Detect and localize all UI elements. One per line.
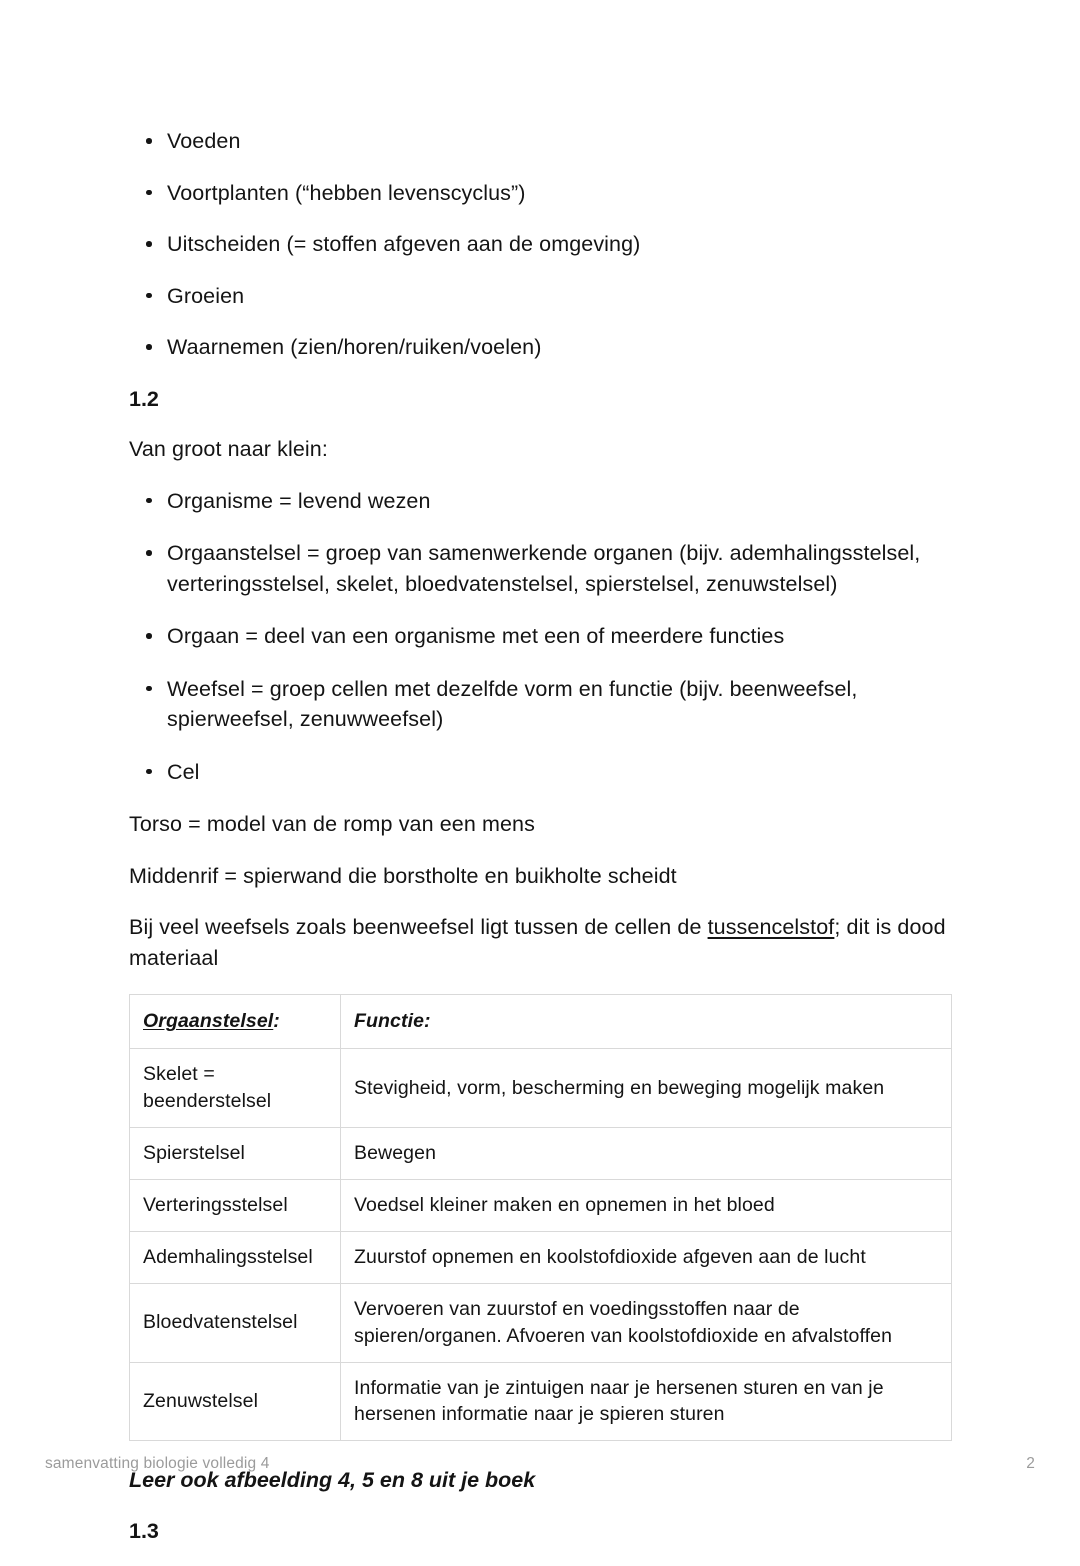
list-item: Uitscheiden (= stoffen afgeven aan de omgeving) — [129, 229, 951, 260]
cell-orgaanstelsel: Skelet = beenderstelsel — [130, 1049, 341, 1128]
page-footer — [45, 1455, 1035, 1473]
list-item: Voeden — [129, 126, 951, 157]
section-heading-1-3: 1.3 — [129, 1518, 159, 1543]
cell-functie: Stevigheid, vorm, bescherming en beweging mogelijk maken — [341, 1049, 952, 1128]
list-item: Voortplanten (“hebben levenscyclus”) — [129, 178, 951, 209]
table-header-orgaanstelsel — [130, 995, 341, 1049]
table-row — [130, 1283, 952, 1362]
footer-page-number: 2 — [1026, 1455, 1035, 1472]
cell-orgaanstelsel: Bloedvatenstelsel — [130, 1283, 341, 1362]
paragraph-text-before: Bij veel weefsels zoals beenweefsel ligt tussen de cellen de — [129, 915, 708, 940]
cell-orgaanstelsel: Verteringsstelsel — [130, 1179, 341, 1231]
table-header-functie: Functie: — [341, 995, 952, 1049]
tussencelstof-paragraph — [129, 912, 951, 973]
footer-title: samenvatting biologie volledig 4 — [45, 1455, 270, 1472]
hierarchy-bullet-list — [129, 486, 951, 788]
orgaanstelsel-functie-table — [129, 994, 952, 1441]
table-row — [130, 1231, 952, 1283]
table-header-row — [130, 995, 952, 1049]
leer-ook-note: Leer ook afbeelding 4, 5 en 8 uit je boek — [129, 1468, 536, 1493]
section-heading-1-2: 1.2 — [129, 386, 159, 411]
list-item: Orgaan = deel van een organisme met een of meerdere functies — [129, 621, 951, 652]
page-content — [129, 126, 951, 1566]
cell-functie: Zuurstof opnemen en koolstofdioxide afgeven aan de lucht — [341, 1231, 952, 1283]
list-item: Organisme = levend wezen — [129, 486, 951, 517]
list-item: Waarnemen (zien/horen/ruiken/voelen) — [129, 332, 951, 363]
cell-orgaanstelsel: Ademhalingsstelsel — [130, 1231, 341, 1283]
top-bullet-list — [129, 126, 951, 363]
cell-orgaanstelsel: Zenuwstelsel — [130, 1362, 341, 1441]
cell-functie: Voedsel kleiner maken en opnemen in het bloed — [341, 1179, 952, 1231]
cell-functie: Vervoeren van zuurstof en voedingsstoffen naar de spieren/organen. Afvoeren van koolstofdioxide en afvalstoffen — [341, 1283, 952, 1362]
table-row — [130, 1049, 952, 1128]
table-row — [130, 1128, 952, 1180]
list-item: Weefsel = groep cellen met dezelfde vorm en functie (bijv. beenweefsel, spierweefsel, zenuwweefsel) — [129, 674, 951, 735]
table-header-orgaanstelsel-label: Orgaanstelsel — [143, 1010, 274, 1033]
underlined-term-tussencelstof: tussencelstof — [707, 915, 835, 940]
cell-functie: Bewegen — [341, 1128, 952, 1180]
middenrif-definition: Middenrif = spierwand die borstholte en buikholte scheidt — [129, 863, 677, 888]
list-item: Orgaanstelsel = groep van samenwerkende organen (bijv. ademhalingsstelsel, verteringsstelsel, skelet, bloedvatenstelsel, spierstelsel, zenuwstelsel) — [129, 538, 951, 599]
table-row — [130, 1362, 952, 1441]
paragraph-text-after: ; dit is dood materiaal — [129, 915, 946, 970]
torso-definition: Torso = model van de romp van een mens — [129, 812, 535, 837]
intro-line: Van groot naar klein: — [129, 437, 328, 462]
list-item: Cel — [129, 757, 951, 788]
table-row — [130, 1179, 952, 1231]
cell-functie: Informatie van je zintuigen naar je hersenen sturen en van je hersenen informatie naar je spieren sturen — [341, 1362, 952, 1441]
list-item: Groeien — [129, 281, 951, 312]
table-header-orgaanstelsel-colon: : — [273, 1010, 280, 1033]
cell-orgaanstelsel: Spierstelsel — [130, 1128, 341, 1180]
